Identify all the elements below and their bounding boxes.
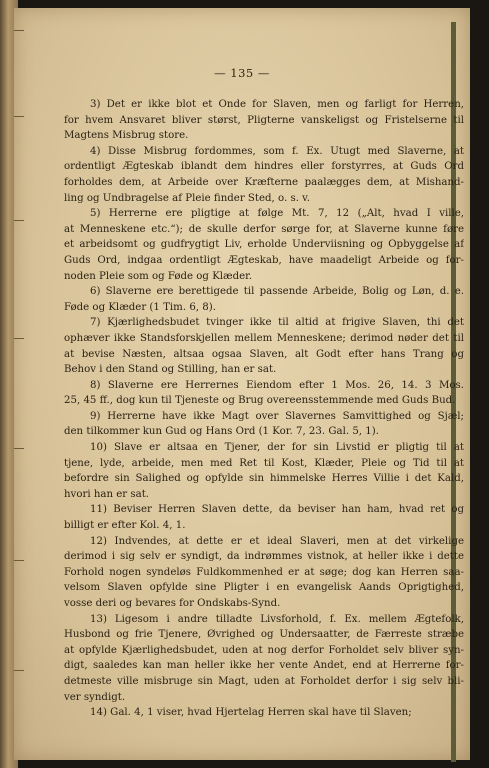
text-line: 14) Gal. 4, 1 viser, hvad Hjertelag Herren skal have til Slaven; (90, 707, 412, 719)
text-line: forholdes dem, at Arbeide over Kræfterne paalægges dem, at Mishand- (64, 176, 464, 188)
page-edge-mark (14, 30, 24, 31)
text-line: 10) Slave er altsaa en Tjener, der for sin Livstid er pligtig til at (90, 442, 464, 454)
text-line: ver syndigt. (64, 691, 126, 703)
body-text (64, 97, 464, 721)
text-line: 3) Det er ikke blot et Onde for Slaven, men og farligt for Herren, (90, 99, 464, 110)
text-line: tjene, lyde, arbeide, men med Ret til Kost, Klæder, Pleie og Tid til at (64, 457, 464, 469)
text-line: befordre sin Salighed og opfylde sin himmelske Herres Villie i det Kald, (64, 473, 464, 485)
text-line: Forhold nogen syndeløs Fuldkommenhed er at søge; dog kan Herren saa- (64, 566, 464, 578)
text-line: detmeste ville misbruge sin Magt, uden at Forholdet derfor i sig selv bli- (64, 675, 464, 687)
text-line: 13) Ligesom i andre tilladte Livsforhold, f. Ex. mellem Ægtefolk, (90, 613, 464, 625)
text-line: 7) Kjærlighedsbudet tvinger ikke til altid at frigive Slaven, thi det (90, 317, 464, 329)
page-edge-mark (14, 448, 24, 449)
text-line: for hvem Ansvaret bliver størst, Pligterne vanskeligst og Fristelserne til (64, 114, 464, 126)
text-line: Guds Ord, indgaa ordentligt Ægteskab, have maadeligt Arbeide og for- (64, 254, 464, 266)
text-line: digt, saaledes kan man heller ikke her vente Andet, end at Herrerne for- (64, 660, 464, 672)
text-line: at bevise Næsten, altsaa ogsaa Slaven, alt Godt efter hans Trang og (64, 348, 464, 360)
text-line: velsom Slaven opfylde sine Pligter i en evangelisk Aands Oprigtighed, (64, 582, 464, 594)
text-line: den tilkommer kun Gud og Hans Ord (1 Kor. 7, 23. Gal. 5, 1). (64, 426, 379, 438)
text-line: Magtens Misbrug store. (64, 130, 189, 142)
text-line: ophæver ikke Standsforskjellen mellem Menneskene; derimod nøder det til (64, 332, 464, 344)
text-line: vosse deri og bevares for Ondskabs-Synd. (64, 598, 281, 609)
text-line: 6) Slaverne ere berettigede til passende Arbeide, Bolig og Løn, d. e. (90, 286, 464, 298)
text-line: 25, 45 ff., dog kun til Tjeneste og Brug overeensstemmende med Guds Bud. (64, 395, 456, 407)
text-line: 4) Disse Misbrug fordommes, som f. Ex. Utugt med Slaverne, at (90, 145, 464, 157)
text-line: hvori han er sat. (64, 488, 150, 500)
page-edge-mark (14, 220, 24, 221)
page-edge-mark (14, 560, 24, 561)
page-edge-mark (14, 670, 24, 671)
text-line: 5) Herrerne ere pligtige at følge Mt. 7, 12 („Alt, hvad I ville, (90, 208, 464, 220)
text-line: ordentligt Ægteskab iblandt dem hindres eller forstyrres, at Guds Ord (64, 161, 464, 173)
text-line: ling og Undbragelse af Pleie finder Sted, o. s. v. (64, 192, 310, 204)
text-line: 11) Beviser Herren Slaven dette, da beviser han ham, hvad ret og (90, 504, 464, 516)
text-line: Føde og Klæder (1 Tim. 6, 8). (64, 301, 216, 313)
page-number: — 135 — (214, 66, 270, 80)
text-line: 8) Slaverne ere Herrernes Eiendom efter 1 Mos. 26, 14. 3 Mos. (90, 379, 464, 391)
page-edge-mark (14, 116, 24, 117)
text-line: et arbeidsomt og gudfrygtigt Liv, erholde Underviisning og Opbyggelse af (64, 239, 464, 251)
text-line: Behov i den Stand og Stilling, han er sat. (64, 364, 277, 376)
text-line: 12) Indvendes, at dette er et ideal Slaveri, men at det virkelige (90, 535, 464, 547)
text-line: Husbond og frie Tjenere, Øvrighed og Undersaatter, de Færreste stræbe (64, 629, 464, 641)
text-line: 9) Herrerne have ikke Magt over Slavernes Samvittighed og Sjæl; (90, 410, 464, 422)
text-line: at Menneskene etc.“); de skulle derfor sørge for, at Slaverne kunne føre (64, 223, 464, 235)
page-edge-mark (14, 338, 24, 339)
text-line: at opfylde Kjærlighedsbudet, uden at nog derfor Forholdet selv bliver syn- (64, 644, 464, 656)
text-line: derimod i sig selv er syndigt, da indrømmes vistnok, at heller ikke i dette (64, 551, 464, 563)
book-page (14, 8, 470, 760)
text-line: billigt er efter Kol. 4, 1. (64, 520, 186, 532)
text-line: noden Pleie som og Føde og Klæder. (64, 270, 253, 282)
